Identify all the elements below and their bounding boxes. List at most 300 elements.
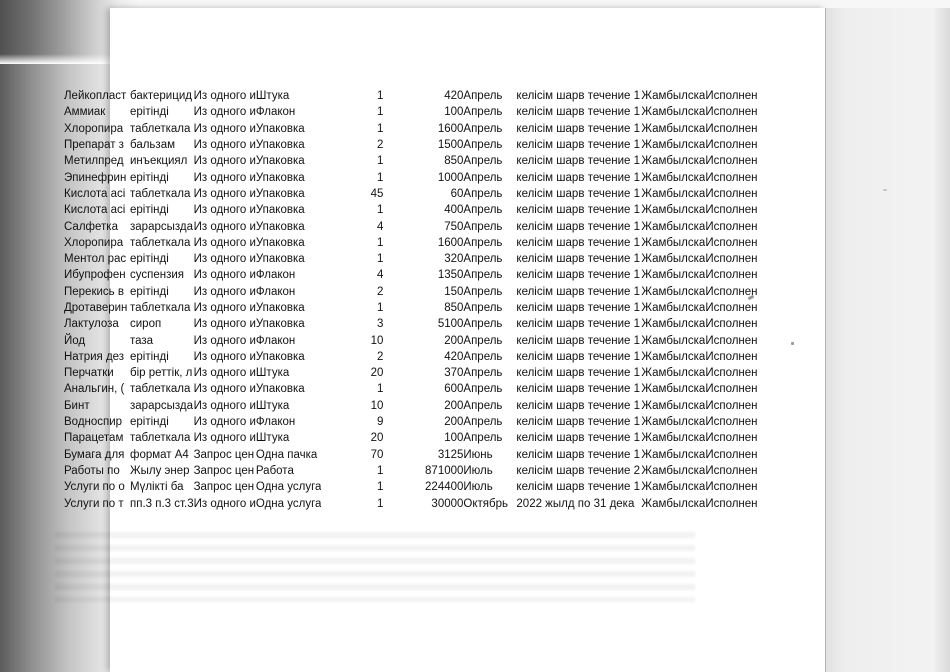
- delivery-place-cell: Жамбылска: [641, 383, 706, 396]
- quantity-cell: 1: [377, 155, 384, 168]
- item-name-cell: Хлоропира: [64, 122, 124, 135]
- delivery-place-cell: Жамбылска: [641, 204, 706, 217]
- condition-cell: келісім шар: [516, 187, 579, 200]
- price-cell: 1500: [437, 139, 464, 152]
- term-cell: в течение 1: [578, 204, 641, 217]
- item-name-cell: Ибупрофен: [64, 269, 126, 282]
- procurement-method-cell: Из одного и: [193, 350, 256, 363]
- condition-cell: келісім шар: [516, 481, 579, 494]
- item-form-cell: бактерицид: [130, 90, 192, 103]
- condition-cell: келісім шар: [516, 155, 579, 168]
- price-cell: 30000: [431, 497, 464, 510]
- term-cell: в течение 1: [578, 122, 641, 135]
- item-name-cell: Перчатки: [64, 367, 114, 380]
- item-form-cell: зарарсызда: [130, 399, 193, 412]
- quantity-cell: 2: [377, 139, 384, 152]
- table-row: [64, 267, 760, 283]
- item-name-cell: Дротаверин: [64, 302, 128, 314]
- item-name-cell: Кислота асі: [64, 187, 126, 200]
- price-cell: 850: [444, 155, 464, 168]
- status-cell: Исполнен: [705, 106, 758, 119]
- delivery-place-cell: Жамбылска: [641, 432, 706, 445]
- unit-cell: Флакон: [255, 416, 296, 429]
- item-form-cell: таблеткала: [130, 187, 191, 200]
- table-row: [64, 104, 760, 120]
- table-row: [64, 349, 760, 365]
- month-cell: Апрель: [463, 106, 503, 119]
- quantity-cell: 10: [370, 399, 384, 412]
- procurement-method-cell: Из одного и: [193, 383, 256, 396]
- condition-cell: келісім шар: [516, 464, 579, 477]
- status-cell: Исполнен: [705, 416, 758, 429]
- condition-cell: келісім шар: [516, 432, 579, 445]
- quantity-cell: 1: [377, 253, 384, 266]
- item-form-cell: зарарсызда: [130, 220, 193, 233]
- status-cell: Исполнен: [705, 432, 758, 445]
- delivery-place-cell: Жамбылска: [641, 171, 706, 184]
- month-cell: Июль: [463, 464, 493, 477]
- procurement-method-cell: Из одного и: [193, 416, 256, 429]
- unit-cell: Одна пачка: [255, 448, 318, 461]
- item-name-cell: Эпинефрин: [64, 171, 127, 184]
- delivery-place-cell: Жамбылска: [641, 399, 706, 412]
- item-name-cell: Бинт: [64, 399, 90, 412]
- quantity-cell: 1: [377, 106, 384, 119]
- item-form-cell: таблеткала: [130, 122, 191, 135]
- month-cell: Апрель: [463, 399, 503, 412]
- item-form-cell: формат А4: [130, 448, 189, 461]
- item-name-cell: Работы по: [64, 464, 120, 477]
- price-cell: 1600: [437, 236, 464, 249]
- table-row: [64, 88, 760, 104]
- term-cell: в течение 1: [578, 285, 641, 298]
- table-row: [64, 381, 760, 397]
- item-name-cell: Салфетка: [64, 220, 118, 233]
- item-form-cell: сироп: [130, 318, 162, 331]
- term-cell: в течение 1: [578, 155, 641, 168]
- delivery-place-cell: Жамбылска: [641, 269, 706, 282]
- price-cell: 100: [444, 106, 464, 119]
- status-cell: Исполнен: [705, 350, 758, 363]
- item-name-cell: Услуги по т: [64, 497, 124, 510]
- item-form-cell: таблеткала: [130, 236, 191, 249]
- procurement-method-cell: Из одного и: [193, 90, 256, 103]
- table-row: [64, 365, 760, 381]
- item-name-cell: Натрия дез: [64, 350, 125, 363]
- item-name-cell: Анальгин, (: [64, 383, 125, 396]
- item-form-cell: инъекциял: [130, 155, 188, 168]
- table-row: [64, 153, 760, 169]
- table-row: [64, 430, 760, 446]
- procurement-method-cell: Запрос цен: [193, 464, 255, 477]
- table-row: [64, 398, 760, 414]
- delivery-place-cell: Жамбылска: [641, 106, 706, 119]
- condition-cell: келісім шар: [516, 399, 579, 412]
- quantity-cell: 2: [377, 350, 384, 363]
- unit-cell: Одна услуга: [255, 481, 322, 494]
- status-cell: Исполнен: [705, 318, 758, 331]
- unit-cell: Упаковка: [255, 171, 305, 184]
- month-cell: Апрель: [463, 204, 503, 217]
- quantity-cell: 1: [377, 204, 384, 217]
- price-cell: 600: [444, 383, 464, 396]
- item-form-cell: таза: [130, 334, 154, 347]
- table-row: [64, 447, 760, 463]
- status-cell: Исполнен: [705, 253, 758, 266]
- quantity-cell: 4: [377, 269, 384, 282]
- delivery-place-cell: Жамбылска: [641, 334, 706, 347]
- table-row: [64, 284, 760, 300]
- price-cell: 200: [444, 334, 464, 347]
- delivery-place-cell: Жамбылска: [641, 350, 706, 363]
- price-cell: 1350: [437, 269, 464, 282]
- table-row: [64, 202, 760, 218]
- status-cell: Исполнен: [705, 204, 758, 217]
- item-form-cell: таблеткала: [130, 302, 191, 314]
- condition-cell: келісім шар: [516, 122, 579, 135]
- item-name-cell: Бумага для: [64, 448, 125, 461]
- table-row: [64, 463, 760, 479]
- month-cell: Апрель: [463, 122, 503, 135]
- unit-cell: Флакон: [255, 285, 296, 298]
- procurement-method-cell: Запрос цен: [193, 448, 255, 461]
- item-name-cell: Йод: [64, 334, 86, 347]
- status-cell: Исполнен: [705, 155, 758, 168]
- item-name-cell: Хлоропира: [64, 236, 124, 249]
- item-name-cell: Кислота асі: [64, 204, 126, 217]
- quantity-cell: 1: [377, 464, 384, 477]
- condition-cell: келісім шар: [516, 90, 579, 103]
- adjacent-page-edge: [825, 8, 950, 672]
- procurement-method-cell: Из одного и: [193, 106, 256, 119]
- item-name-cell: Парацетам: [64, 432, 124, 445]
- unit-cell: Флакон: [255, 334, 296, 347]
- unit-cell: Упаковка: [255, 236, 305, 249]
- condition-cell: келісім шар: [516, 302, 579, 314]
- procurement-method-cell: Из одного и: [193, 253, 256, 266]
- table-row: [64, 218, 760, 234]
- item-name-cell: Лейкопласт: [64, 90, 127, 103]
- price-cell: 370: [444, 367, 464, 380]
- item-form-cell: бір реттік, л: [130, 367, 193, 380]
- condition-cell: келісім шар: [516, 334, 579, 347]
- month-cell: Апрель: [463, 285, 503, 298]
- procurement-method-cell: Из одного и: [193, 236, 256, 249]
- delivery-place-cell: Жамбылска: [641, 318, 706, 331]
- procurement-method-cell: Из одного и: [193, 399, 256, 412]
- condition-cell: келісім шар: [516, 350, 579, 363]
- table-row: [64, 235, 760, 251]
- delivery-place-cell: Жамбылска: [641, 155, 706, 168]
- table-row: [64, 495, 760, 511]
- table-row: [64, 414, 760, 430]
- procurement-method-cell: Запрос цен: [193, 481, 255, 494]
- condition-cell: келісім шар: [516, 367, 579, 380]
- term-cell: в течение 1: [578, 448, 641, 461]
- price-cell: 150: [444, 285, 464, 298]
- status-cell: Исполнен: [705, 448, 758, 461]
- quantity-cell: 45: [370, 187, 384, 200]
- condition-cell: келісім шар: [516, 448, 579, 461]
- month-cell: Апрель: [463, 318, 503, 331]
- quantity-cell: 1: [377, 481, 384, 494]
- month-cell: Июнь: [463, 448, 493, 461]
- status-cell: Исполнен: [705, 497, 758, 510]
- term-cell: в течение 1: [578, 318, 641, 331]
- procurement-method-cell: Из одного и: [193, 302, 256, 314]
- month-cell: Апрель: [463, 302, 503, 314]
- delivery-place-cell: Жамбылска: [641, 90, 706, 103]
- unit-cell: Флакон: [255, 269, 296, 282]
- month-cell: Апрель: [463, 367, 503, 380]
- term-cell: в течение 1: [578, 139, 641, 152]
- procurement-method-cell: Из одного и: [193, 285, 256, 298]
- quantity-cell: 1: [377, 236, 384, 249]
- condition-cell: келісім шар: [516, 269, 579, 282]
- term-cell: в течение 1: [578, 383, 641, 396]
- condition-cell: келісім шар: [516, 318, 579, 331]
- item-form-cell: ерітінді: [130, 204, 169, 217]
- unit-cell: Флакон: [255, 106, 296, 119]
- delivery-place-cell: Жамбылска: [641, 253, 706, 266]
- month-cell: Апрель: [463, 334, 503, 347]
- price-cell: 400: [444, 204, 464, 217]
- term-cell: в течение 1: [578, 416, 641, 429]
- condition-cell: келісім шар: [516, 416, 579, 429]
- term-cell: в течение 1: [578, 220, 641, 233]
- term-cell: в течение 1: [578, 171, 641, 184]
- quantity-cell: 1: [377, 497, 384, 510]
- quantity-cell: 9: [377, 416, 384, 429]
- item-name-cell: Ментол рас: [64, 253, 127, 266]
- delivery-place-cell: Жамбылска: [641, 187, 706, 200]
- procurement-method-cell: Из одного и: [193, 220, 256, 233]
- quantity-cell: 1: [377, 122, 384, 135]
- delivery-place-cell: Жамбылска: [641, 481, 706, 494]
- procurement-method-cell: Из одного и: [193, 367, 256, 380]
- item-name-cell: Водноспир: [64, 416, 123, 429]
- status-cell: Исполнен: [705, 302, 758, 314]
- term-cell: в течение 1: [578, 187, 641, 200]
- table-row: [64, 137, 760, 153]
- price-cell: 224400: [425, 481, 464, 494]
- table-row: [64, 251, 760, 267]
- procurement-method-cell: Из одного и: [193, 171, 256, 184]
- month-cell: Апрель: [463, 171, 503, 184]
- price-cell: 420: [444, 90, 464, 103]
- bleed-through-text: [55, 532, 695, 602]
- term-cell: в течение 1: [578, 253, 641, 266]
- unit-cell: Работа: [255, 464, 294, 477]
- month-cell: Апрель: [463, 236, 503, 249]
- status-cell: Исполнен: [705, 383, 758, 396]
- unit-cell: Упаковка: [255, 187, 305, 200]
- delivery-place-cell: Жамбылска: [641, 416, 706, 429]
- unit-cell: Упаковка: [255, 383, 305, 396]
- table-body: [64, 88, 760, 512]
- price-cell: 850: [444, 302, 464, 314]
- unit-cell: Упаковка: [255, 139, 305, 152]
- price-cell: 100: [444, 432, 464, 445]
- month-cell: Апрель: [463, 187, 503, 200]
- unit-cell: Штука: [255, 90, 290, 103]
- item-name-cell: Лактулоза: [64, 318, 119, 331]
- price-cell: 200: [444, 399, 464, 412]
- status-cell: Исполнен: [705, 187, 758, 200]
- delivery-place-cell: Жамбылска: [641, 236, 706, 249]
- item-form-cell: ерітінді: [130, 416, 169, 429]
- table-row: [64, 332, 760, 348]
- unit-cell: Упаковка: [255, 302, 305, 314]
- condition-cell: келісім шар: [516, 171, 579, 184]
- stray-mark: [883, 189, 887, 191]
- table-row: [64, 479, 760, 495]
- month-cell: Апрель: [463, 269, 503, 282]
- term-cell: в течение 1: [578, 432, 641, 445]
- term-cell: в течение 1: [578, 481, 641, 494]
- status-cell: Исполнен: [705, 236, 758, 249]
- item-form-cell: таблеткала: [130, 383, 191, 396]
- month-cell: Октябрь: [463, 497, 508, 510]
- procurement-method-cell: Из одного и: [193, 497, 256, 510]
- quantity-cell: 20: [370, 432, 384, 445]
- term-cell: в течение 2: [578, 464, 641, 477]
- delivery-place-cell: Жамбылска: [641, 497, 706, 510]
- item-name-cell: Препарат з: [64, 139, 124, 152]
- month-cell: Апрель: [463, 350, 503, 363]
- quantity-cell: 10: [370, 334, 384, 347]
- unit-cell: Одна услуга: [255, 497, 322, 510]
- unit-cell: Упаковка: [255, 318, 305, 331]
- quantity-cell: 1: [377, 383, 384, 396]
- term-cell: в течение 1: [578, 367, 641, 380]
- unit-cell: Упаковка: [255, 220, 305, 233]
- item-form-cell: ерітінді: [130, 350, 169, 363]
- price-cell: 871000: [425, 464, 464, 477]
- month-cell: Июль: [463, 481, 493, 494]
- status-cell: Исполнен: [705, 285, 758, 298]
- month-cell: Апрель: [463, 253, 503, 266]
- price-cell: 60: [450, 187, 464, 200]
- month-cell: Апрель: [463, 155, 503, 168]
- procurement-method-cell: Из одного и: [193, 204, 256, 217]
- table-row: [64, 169, 760, 185]
- table-row: [64, 300, 760, 316]
- item-form-cell: суспензия: [130, 269, 185, 282]
- price-cell: 420: [444, 350, 464, 363]
- term-cell: в течение 1: [578, 334, 641, 347]
- quantity-cell: 1: [377, 171, 384, 184]
- month-cell: Апрель: [463, 416, 503, 429]
- condition-cell: 2022 жылд по 31 дека: [516, 497, 635, 510]
- unit-cell: Упаковка: [255, 350, 305, 363]
- term-cell: в течение 1: [578, 302, 641, 314]
- status-cell: Исполнен: [705, 122, 758, 135]
- quantity-cell: 1: [377, 90, 384, 103]
- table-row: [64, 121, 760, 137]
- unit-cell: Штука: [255, 367, 290, 380]
- item-name-cell: Метилпред: [64, 155, 124, 168]
- condition-cell: келісім шар: [516, 106, 579, 119]
- condition-cell: келісім шар: [516, 220, 579, 233]
- status-cell: Исполнен: [705, 220, 758, 233]
- procurement-method-cell: Из одного и: [193, 187, 256, 200]
- unit-cell: Упаковка: [255, 122, 305, 135]
- procurement-method-cell: Из одного и: [193, 318, 256, 331]
- item-form-cell: ерітінді: [130, 171, 169, 184]
- item-form-cell: бальзам: [130, 139, 175, 152]
- price-cell: 5100: [437, 318, 464, 331]
- quantity-cell: 2: [377, 285, 384, 298]
- unit-cell: Упаковка: [255, 253, 305, 266]
- price-cell: 320: [444, 253, 464, 266]
- unit-cell: Упаковка: [255, 155, 305, 168]
- item-name-cell: Аммиак: [64, 106, 106, 119]
- month-cell: Апрель: [463, 90, 503, 103]
- delivery-place-cell: Жамбылска: [641, 464, 706, 477]
- status-cell: Исполнен: [705, 367, 758, 380]
- status-cell: Исполнен: [705, 464, 758, 477]
- status-cell: Исполнен: [705, 269, 758, 282]
- month-cell: Апрель: [463, 383, 503, 396]
- price-cell: 1600: [437, 122, 464, 135]
- term-cell: в течение 1: [578, 90, 641, 103]
- stray-mark: [791, 342, 794, 345]
- month-cell: Апрель: [463, 139, 503, 152]
- item-name-cell: Услуги по о: [64, 481, 125, 494]
- item-form-cell: ерітінді: [130, 106, 169, 119]
- item-form-cell: Мүлікті ба: [130, 481, 184, 494]
- term-cell: в течение 1: [578, 236, 641, 249]
- delivery-place-cell: Жамбылска: [641, 122, 706, 135]
- procurement-method-cell: Из одного и: [193, 155, 256, 168]
- table-row: [64, 316, 760, 332]
- quantity-cell: 1: [377, 302, 384, 314]
- condition-cell: келісім шар: [516, 383, 579, 396]
- delivery-place-cell: Жамбылска: [641, 220, 706, 233]
- procurement-method-cell: Из одного и: [193, 139, 256, 152]
- item-name-cell: Перекись в: [64, 285, 124, 298]
- unit-cell: Штука: [255, 399, 290, 412]
- quantity-cell: 3: [377, 318, 384, 331]
- term-cell: в течение 1: [578, 399, 641, 412]
- condition-cell: келісім шар: [516, 204, 579, 217]
- status-cell: Исполнен: [705, 334, 758, 347]
- item-form-cell: пп.3 п.3 ст.3: [130, 497, 194, 510]
- delivery-place-cell: Жамбылска: [641, 367, 706, 380]
- term-cell: в течение 1: [578, 269, 641, 282]
- price-cell: 750: [444, 220, 464, 233]
- status-cell: Исполнен: [705, 481, 758, 494]
- procurement-method-cell: Из одного и: [193, 432, 256, 445]
- delivery-place-cell: Жамбылска: [641, 448, 706, 461]
- condition-cell: келісім шар: [516, 139, 579, 152]
- unit-cell: Штука: [255, 432, 290, 445]
- quantity-cell: 20: [370, 367, 384, 380]
- unit-cell: Упаковка: [255, 204, 305, 217]
- condition-cell: келісім шар: [516, 236, 579, 249]
- term-cell: в течение 1: [578, 106, 641, 119]
- price-cell: 200: [444, 416, 464, 429]
- condition-cell: келісім шар: [516, 285, 579, 298]
- status-cell: Исполнен: [705, 171, 758, 184]
- delivery-place-cell: Жамбылска: [641, 139, 706, 152]
- status-cell: Исполнен: [705, 90, 758, 103]
- price-cell: 1000: [437, 171, 464, 184]
- item-form-cell: ерітінді: [130, 285, 169, 298]
- status-cell: Исполнен: [705, 399, 758, 412]
- table-row: [64, 186, 760, 202]
